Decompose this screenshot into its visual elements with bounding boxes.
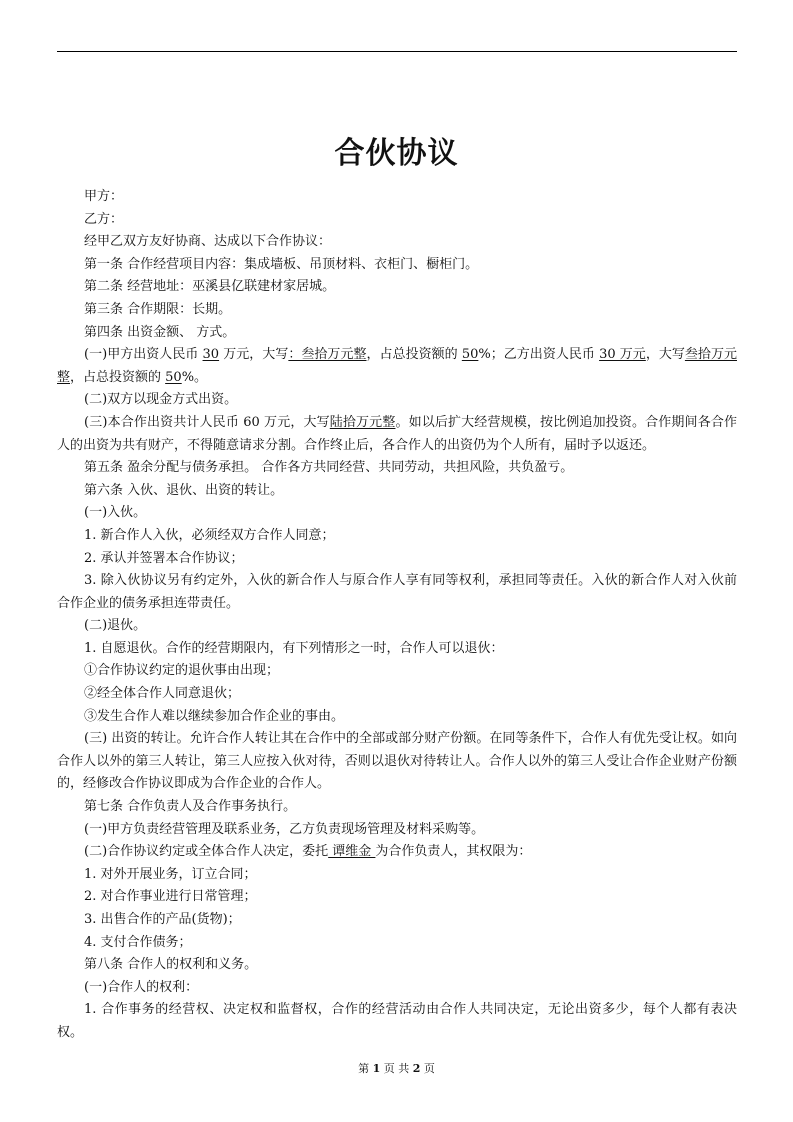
paragraph [57, 660, 737, 683]
paragraph-text: 4. 支付合作债务； [84, 934, 192, 950]
underlined-text: 叁拾万元整 [57, 347, 737, 385]
paragraph-text: 万元，大写 [219, 347, 289, 363]
paragraph [57, 932, 737, 955]
paragraph [57, 796, 737, 819]
paragraph [57, 728, 737, 796]
paragraph-text: 第一条 合作经营项目内容：集成墙板、吊顶材料、衣柜门、橱柜门。 [84, 256, 479, 272]
underlined-text: 30 [202, 347, 220, 363]
underlined-text: 30 万元 [599, 347, 646, 363]
paragraph [57, 909, 737, 932]
paragraph-text: (二)双方以现金方式出资。 [84, 392, 238, 408]
paragraph-text: 第三条 合作期限：长期。 [84, 301, 232, 317]
paragraph-text: 甲方： [84, 189, 124, 204]
paragraph-text: ，大写 [645, 347, 685, 363]
paragraph [57, 841, 737, 864]
paragraph [57, 322, 737, 345]
paragraph-text: 2. 对合作事业进行日常管理； [84, 889, 257, 905]
paragraph [57, 954, 737, 977]
paragraph-text: 1. 对外开展业务，订立合同； [84, 866, 257, 882]
paragraph-text: %。 [181, 369, 208, 385]
paragraph-text: 3. 出售合作的产品(货物)； [84, 912, 241, 927]
paragraph-text: ②经全体合作人同意退伙； [84, 686, 241, 702]
footer-mid: 页 共 [383, 1062, 410, 1075]
paragraph [57, 864, 737, 887]
paragraph-text: (一)甲方出资人民币 [84, 347, 203, 363]
paragraph-text: (二)退伙。 [84, 618, 147, 634]
paragraph-text: ①合作协议约定的退伙事由出现； [84, 663, 280, 679]
document-title: 合伙协议 [334, 136, 459, 171]
paragraph [57, 502, 737, 525]
paragraph-text: 经甲乙双方友好协商、达成以下合作协议： [84, 234, 332, 250]
footer-page-number: 1 [372, 1062, 381, 1075]
paragraph-text: (一)甲方负责经营管理及联系业务，乙方负责现场管理及材料采购等。 [84, 821, 485, 837]
paragraph-text: (二)合作协议约定或全体合作人决定，委托 [84, 844, 329, 860]
underlined-text: 50 [165, 369, 182, 385]
paragraph-text: (一)入伙。 [84, 505, 147, 521]
paragraph-text: ，占总投资额的 [70, 369, 166, 385]
paragraph-text: 第七条 合作负责人及合作事务执行。 [84, 799, 297, 815]
footer-total-pages: 2 [412, 1062, 421, 1075]
paragraph-text: 2. 承认并签署本合作协议； [84, 550, 244, 566]
paragraph [57, 209, 737, 232]
paragraph-text: 第八条 合作人的权利和义务。 [84, 957, 258, 973]
paragraph [57, 683, 737, 706]
header-rule [57, 51, 737, 52]
paragraph-text: (一)合作人的权利： [84, 979, 199, 995]
paragraph-text: 。如以后扩大经营规模，按比例追加投资。合作期间各合作人的出资为共有财产，不得随意请求分割。合作终止后，各合作人的出资仍为个人所有，届时予以返还。 [57, 414, 737, 453]
paragraph-text: 第二条 经营地址：巫溪县亿联建材家居城。 [84, 279, 336, 295]
paragraph [57, 457, 737, 480]
paragraph [57, 480, 737, 503]
page-footer [0, 1060, 793, 1076]
paragraph-text: 第四条 出资金额、 方式。 [84, 324, 236, 340]
paragraph-text: ，占总投资额的 [366, 347, 462, 363]
underlined-text: 谭维金 [328, 844, 376, 860]
paragraph [57, 276, 737, 299]
paragraph [57, 299, 737, 322]
paragraph-text: 1. 自愿退伙。合作的经营期限内，有下列情形之一时，合作人可以退伙： [84, 640, 504, 656]
paragraph-text: 第六条 入伙、退伙、出资的转让。 [84, 482, 284, 498]
paragraph-text: 1. 合作事务的经营权、决定权和监督权，合作的经营活动由合作人共同决定，无论出资多少，每个人都有表决权。 [57, 1002, 737, 1040]
paragraph-text: 为合作负责人，其权限为： [375, 844, 532, 860]
paragraph-text: ③发生合作人难以继续参加合作企业的事由。 [84, 708, 345, 724]
paragraph-text: 乙方： [84, 211, 124, 227]
paragraph [57, 638, 737, 661]
underlined-text: 50 [461, 347, 479, 363]
paragraph [57, 412, 737, 457]
paragraph [57, 819, 737, 842]
paragraph [57, 344, 737, 389]
paragraph [57, 548, 737, 571]
paragraph-text: 1. 新合作人入伙，必须经双方合作人同意； [84, 527, 335, 543]
paragraph-text: (三) 出资的转让。允许合作人转让其在合作中的全部或部分财产份额。在同等条件下，合作人有优先受让权。如向合作人以外的第三人转让，第三人应按入伙对待，否则以退伙对待转让人。合作人以外的第三人受让合作企业财产份额的，经修改合作协议即成为合作企业的合作人。 [57, 731, 737, 792]
paragraph [57, 615, 737, 638]
paragraph [57, 186, 737, 209]
paragraph [57, 999, 737, 1044]
paragraph-text: %；乙方出资人民币 [478, 347, 600, 363]
paragraph [57, 389, 737, 412]
footer-suffix: 页 [423, 1062, 435, 1075]
paragraph [57, 706, 737, 729]
paragraph [57, 977, 737, 1000]
paragraph-text: 第五条 盈余分配与债务承担。 合作各方共同经营、共同劳动，共担风险，共负盈亏。 [84, 460, 574, 476]
paragraph [57, 231, 737, 254]
paragraph [57, 570, 737, 615]
paragraph-text: 3. 除入伙协议另有约定外，入伙的新合作人与原合作人享有同等权利，承担同等责任。入伙的新合作人对入伙前合作企业的债务承担连带责任。 [57, 573, 737, 611]
paragraph-text: (三)本合作出资共计人民币 60 万元，大写 [84, 414, 330, 430]
paragraph [57, 886, 737, 909]
underlined-text: ：叁拾万元整 [288, 347, 367, 363]
footer-prefix: 第 [358, 1062, 370, 1075]
document-body [57, 186, 737, 1045]
paragraph [57, 525, 737, 548]
underlined-text: 陆拾万元整 [329, 414, 396, 430]
paragraph [57, 254, 737, 277]
